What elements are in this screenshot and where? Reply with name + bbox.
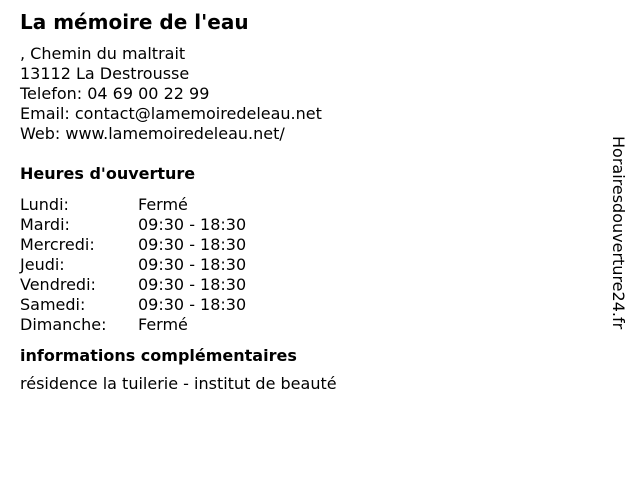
address-street: , Chemin du maltrait [20, 44, 186, 63]
hours-row-friday [20, 275, 600, 295]
hours-day: Samedi: [20, 295, 86, 314]
address-city: 13112 La Destrousse [20, 64, 190, 83]
business-name: La mémoire de l'eau [20, 10, 249, 34]
opening-hours-heading: Heures d'ouverture [20, 164, 196, 183]
hours-row-sunday [20, 315, 600, 335]
hours-time: 09:30 - 18:30 [138, 255, 247, 274]
phone-line: Telefon: 04 69 00 22 99 [20, 84, 210, 103]
hours-day: Mercredi: [20, 235, 95, 254]
hours-day: Mardi: [20, 215, 70, 234]
hours-time: 09:30 - 18:30 [138, 295, 247, 314]
hours-row-tuesday [20, 215, 600, 235]
hours-day: Lundi: [20, 195, 69, 214]
hours-row-wednesday [20, 235, 600, 255]
email-line: Email: contact@lamemoiredeleau.net [20, 104, 322, 123]
hours-day: Jeudi: [20, 255, 65, 274]
opening-hours-table [20, 195, 600, 335]
site-watermark: Horairesdouverture24.fr [609, 136, 628, 330]
hours-time: Fermé [138, 315, 188, 334]
hours-time: 09:30 - 18:30 [138, 275, 247, 294]
business-card [20, 10, 600, 394]
hours-time: 09:30 - 18:30 [138, 215, 247, 234]
additional-info-text: résidence la tuilerie - institut de beauté [20, 374, 337, 393]
hours-row-thursday [20, 255, 600, 275]
additional-info-heading: informations complémentaires [20, 346, 297, 365]
hours-time: 09:30 - 18:30 [138, 235, 247, 254]
hours-day: Vendredi: [20, 275, 96, 294]
hours-time: Fermé [138, 195, 188, 214]
hours-row-monday [20, 195, 600, 215]
hours-day: Dimanche: [20, 315, 107, 334]
hours-row-saturday [20, 295, 600, 315]
website-line: Web: www.lamemoiredeleau.net/ [20, 124, 285, 143]
